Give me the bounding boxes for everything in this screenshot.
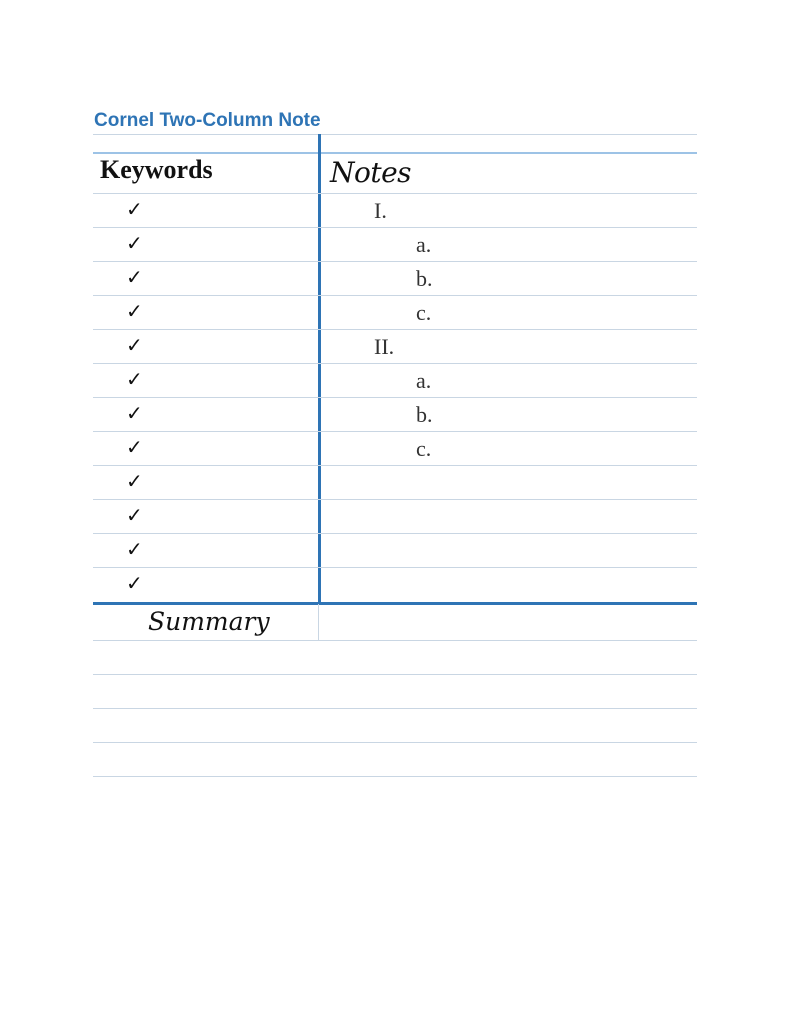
row-rule [93,499,697,500]
row-rule [93,227,697,228]
row-rule [93,295,697,296]
check-icon: ✓ [126,231,143,255]
check-icon: ✓ [126,265,143,289]
check-icon: ✓ [126,333,143,357]
check-icon: ✓ [126,469,143,493]
summary-line [93,776,697,777]
notes-header: Notes [330,156,412,189]
row-rule [93,465,697,466]
check-icon: ✓ [126,367,143,391]
check-icon: ✓ [126,401,143,425]
row-rule [93,193,697,194]
row-rule [93,397,697,398]
summary-label: Summary [148,607,270,636]
row-rule [93,567,697,568]
title-rule [93,134,697,135]
summary-line [93,708,697,709]
check-icon: ✓ [126,197,143,221]
row-rule [93,261,697,262]
summary-line [93,640,697,641]
check-icon: ✓ [126,299,143,323]
row-rule [93,329,697,330]
outline-sub-item: a. [416,232,432,257]
outline-sub-item: b. [416,266,433,291]
header-rule [93,152,697,154]
check-icon: ✓ [126,435,143,459]
check-icon: ✓ [126,571,143,595]
outline-sub-item: b. [416,402,433,427]
summary-line [93,742,697,743]
outline-sub-item: a. [416,368,432,393]
outline-main-item: I. [374,198,387,223]
check-icon: ✓ [126,503,143,527]
keywords-header: Keywords [100,155,213,184]
summary-column-divider [318,604,319,641]
row-rule [93,363,697,364]
outline-sub-item: c. [416,300,432,325]
summary-divider [93,602,697,605]
outline-sub-item: c. [416,436,432,461]
page-title: Cornel Two-Column Note [94,110,321,131]
row-rule [93,533,697,534]
summary-line [93,674,697,675]
row-rule [93,431,697,432]
outline-main-item: II. [374,334,395,359]
check-icon: ✓ [126,537,143,561]
